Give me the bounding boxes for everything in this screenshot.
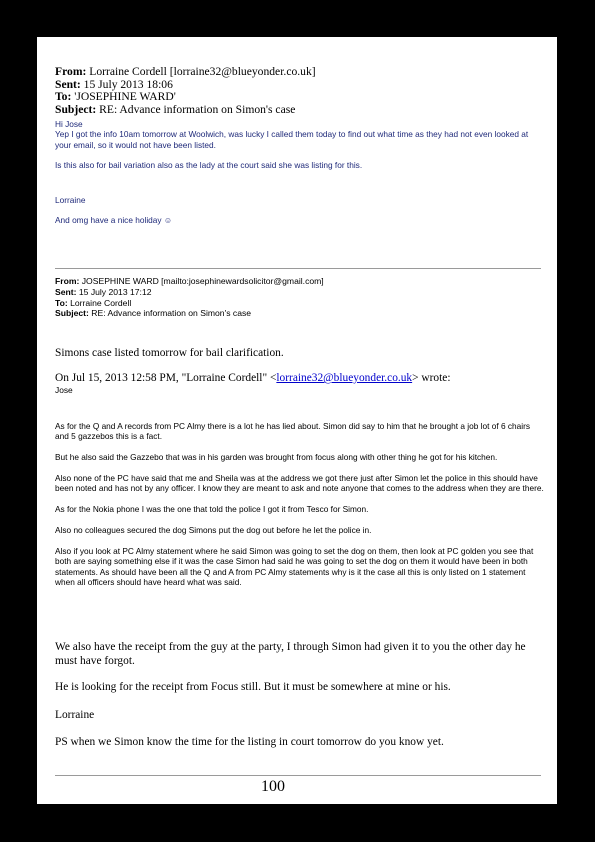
sent-value: 15 July 2013 17:12 (78, 286, 152, 297)
subject-label: Subject: (55, 102, 97, 116)
email1-paragraph: Yep I got the info 10am tomorrow at Woolwich, was lucky I called them today to find out what time as they had not even looked at your email, so it would not have been listed. (55, 129, 529, 150)
sent-value: 15 July 2013 18:06 (83, 77, 173, 91)
email-link[interactable]: lorraine32@blueyonder.co.uk (276, 372, 413, 384)
subject-label: Subject: (55, 308, 89, 319)
from-label: From: (55, 276, 80, 286)
email1-signature: Lorraine (55, 194, 86, 205)
from-label: From: (55, 65, 87, 78)
document-page (37, 37, 557, 804)
quote-suffix: > wrote: (412, 372, 451, 384)
subject-value: RE: Advance information on Simon's case (99, 102, 296, 116)
to-label: To: (55, 90, 72, 104)
from-value: JOSEPHINE WARD [mailto:josephinewardsolicitor@gmail.com] (81, 276, 324, 286)
quoted-body (55, 421, 545, 598)
to-value: 'JOSEPHINE WARD' (74, 90, 176, 104)
quoted-paragraph: Also no colleagues secured the dog Simons put the dog out before he let the police in. (55, 525, 372, 535)
to-label: To: (55, 297, 68, 308)
divider (55, 268, 541, 269)
quoted-paragraph: As for the Nokia phone I was the one that told the police I got it from Tesco for Simon. (55, 504, 369, 515)
email1-body (55, 119, 541, 236)
quoted-paragraph: Also none of the PC have said that me and Sheila was at the address we got there just after Simon let the police in this should have been noted and has not by any officer. I know they are meant to ask and note anyone that comes to the address when they are there. (55, 473, 544, 494)
quoted-paragraph: But he also said the Gazzebo that was in his garden was brought from focus along with other thing he got for his kitchen. (55, 452, 498, 463)
from-value: Lorraine Cordell [lorraine32@blueyonder.co.uk] (89, 65, 316, 78)
closing-paragraph: He is looking for the receipt from Focus still. But it must be somewhere at mine or his. (55, 681, 451, 693)
to-value: Lorraine Cordell (70, 297, 132, 308)
ps-paragraph: PS when we Simon know the time for the listing in court tomorrow do you know yet. (55, 736, 444, 748)
email2-header (55, 276, 324, 319)
quote-attribution (55, 372, 451, 384)
closing-paragraph: We also have the receipt from the guy at the party, I through Simon had given it to you the other day he must have forgot. (55, 641, 526, 668)
email1-closing: And omg have a nice holiday ☺ (55, 215, 173, 226)
quoted-paragraph: As for the Q and A records from PC Almy there is a lot he has lied about. Simon did say to him that he brought a job lot of 6 chairs and 5 gazzebos this is a fact. (55, 421, 531, 442)
quote-prefix: On Jul 15, 2013 12:58 PM, "Lorraine Cordell" < (55, 372, 277, 384)
quoted-paragraph: Also if you look at PC Almy statement where he said Simon was going to set the dog on them, then look at PC golden you see that both are saying something else if it was the case Simon had said he was going to set the dog on them it would have been in both statements. As should have been all the Q and A from PC Almy statements why is it the case all this is only listed on 1 statement when all officers should have heard what was said. (55, 545, 534, 588)
reply-text: Simons case listed tomorrow for bail clarification. (55, 347, 284, 359)
sent-label: Sent: (55, 286, 77, 297)
closing-signature: Lorraine (55, 709, 95, 721)
footer-divider (55, 775, 541, 776)
greeting: Hi Jose (55, 119, 83, 129)
email1-paragraph: Is this also for bail variation also as the lady at the court said she was listing for this. (55, 160, 363, 171)
page-number: 100 (261, 778, 285, 795)
email1-header (55, 66, 316, 116)
quote-greeting: Jose (55, 385, 73, 395)
sent-label: Sent: (55, 77, 81, 91)
subject-value: RE: Advance information on Simon's case (91, 308, 252, 319)
